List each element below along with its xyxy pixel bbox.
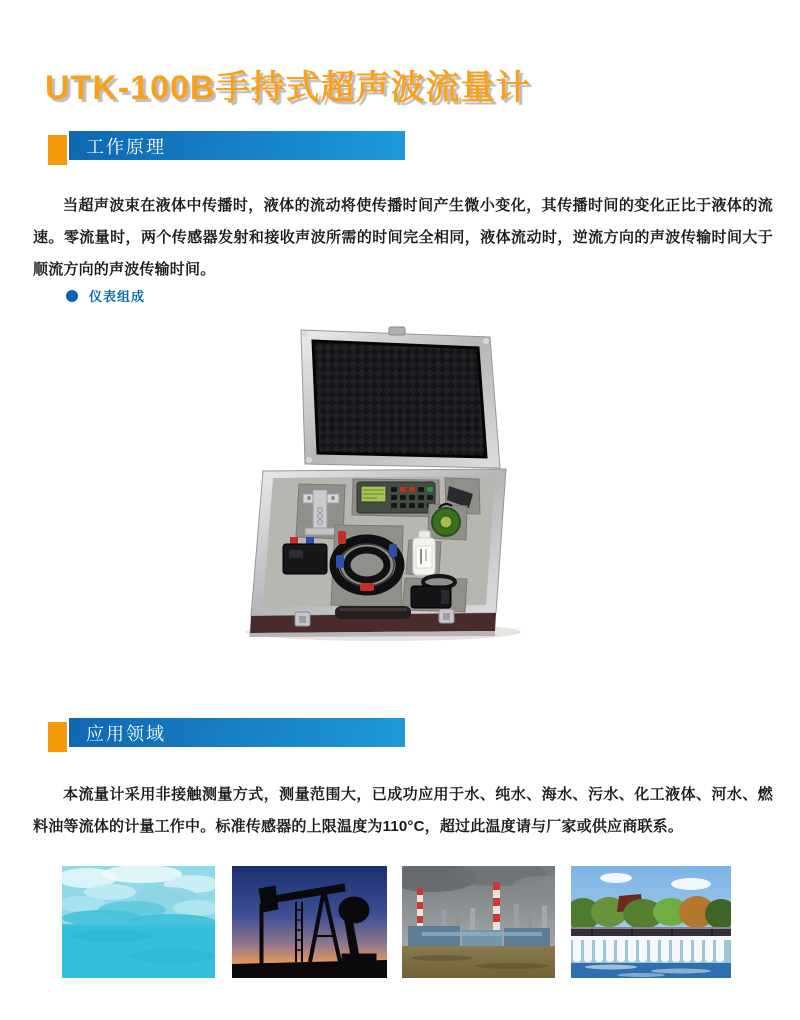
underwater-water-photo — [62, 866, 215, 978]
section-header-application — [48, 718, 408, 754]
oil-pumpjack-sunset-photo — [232, 866, 387, 978]
page-title: UTK-100B手持式超声波流量计 — [45, 69, 531, 107]
principle-paragraph: 当超声波束在液体中传播时，液体的流动将使传播时间产生微小变化，其传播时间的变化正比于液体的流速。零流量时，两个传感器发射和接收声波所需的时间完全相同，液体流动时，逆流方向的声波传输时间大于顺流方向的声波传输时间。 — [33, 197, 773, 278]
orange-accent-block — [48, 135, 67, 165]
orange-accent-block — [48, 722, 67, 752]
application-paragraph: 本流量计采用非接触测量方式，测量范围大，已成功应用于水、纯水、海水、污水、化工液体、河水、燃料油等流体的计量工作中。标准传感器的上限温度为110°C，超过此温度请与厂家或供应商联系。 — [33, 786, 773, 835]
bullet-icon — [66, 290, 78, 302]
bullet-row — [66, 286, 145, 305]
section-bar — [69, 718, 405, 747]
section-heading-application: 应用领域 — [86, 723, 166, 744]
section-bar — [69, 131, 405, 160]
chemical-plant-photo — [402, 866, 555, 978]
flowmeter-carrying-case-photo — [243, 318, 543, 643]
section-header-principle — [48, 131, 408, 167]
bullet-label: 仪表组成 — [89, 289, 146, 304]
section-heading-principle: 工作原理 — [86, 136, 166, 157]
river-dam-photo — [571, 866, 731, 978]
